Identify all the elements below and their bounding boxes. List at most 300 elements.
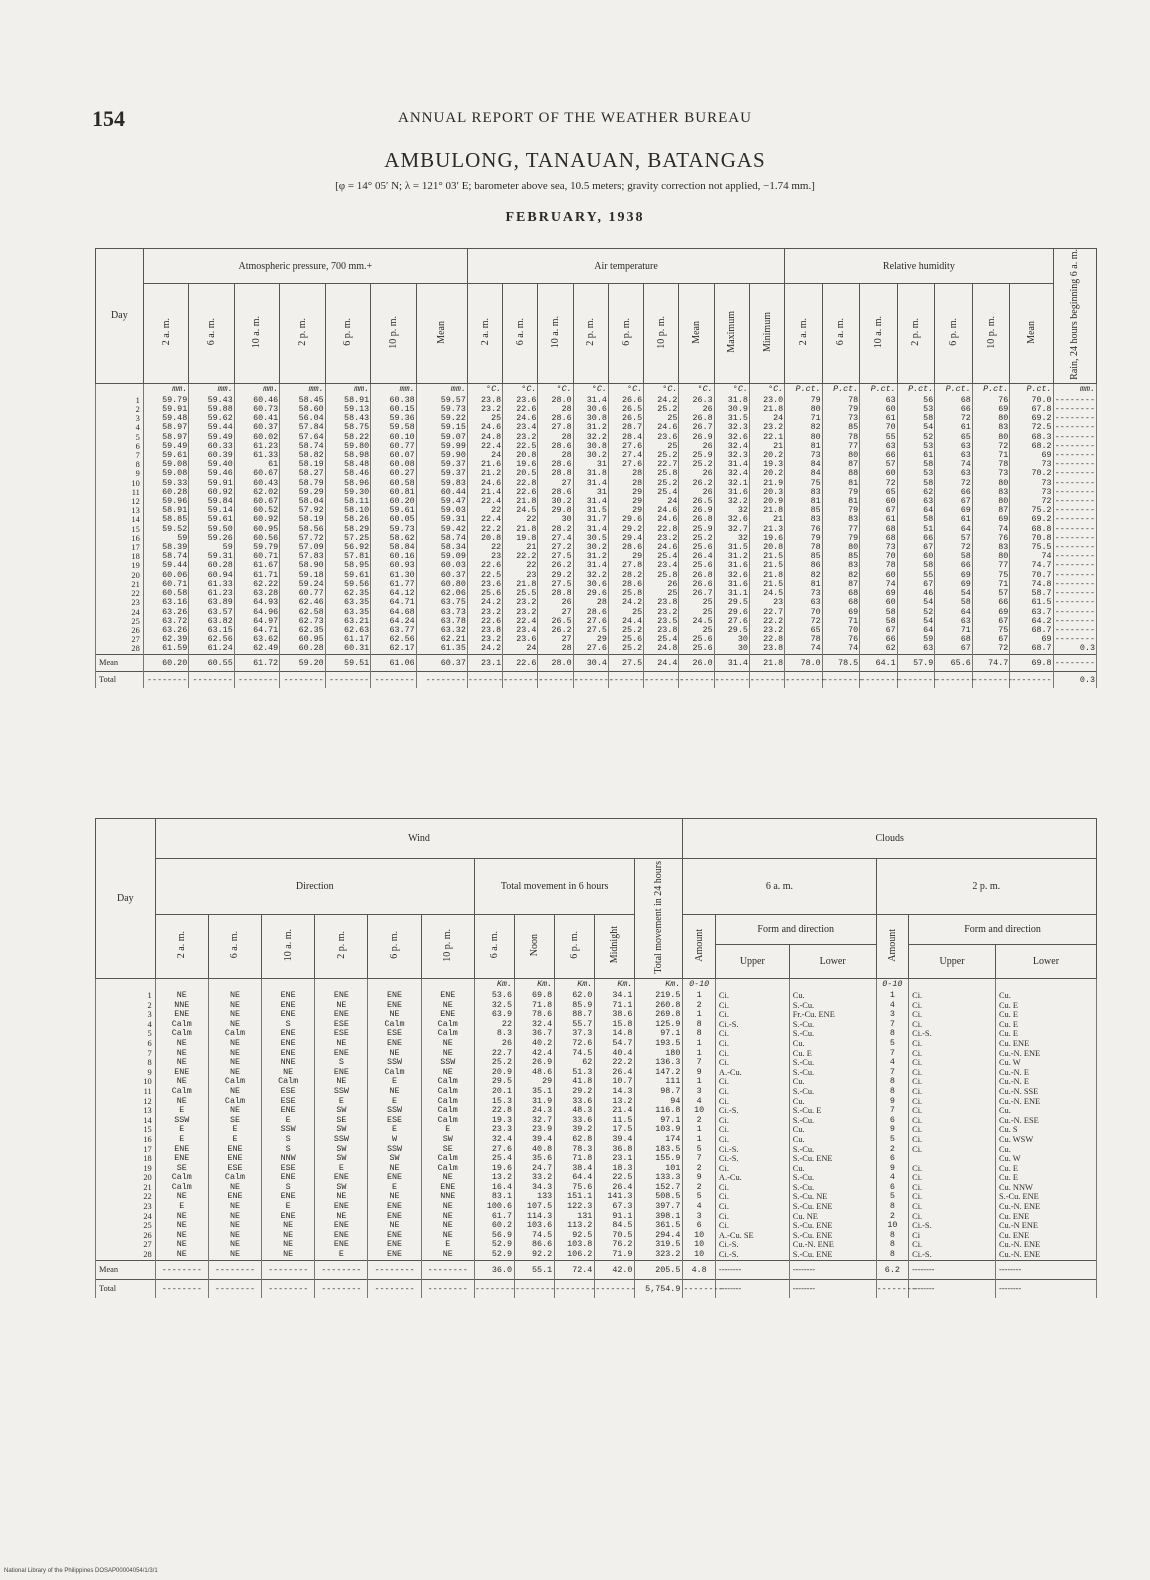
value-cell: ENE [368,1231,421,1241]
value-cell: 2 [683,1116,716,1126]
value-cell: Ci. [715,1097,789,1107]
value-cell: 30.8 [573,442,608,451]
value-cell: 59.49 [143,442,188,451]
unit-cell: Km. [514,979,554,992]
value-cell: 1 [683,1135,716,1145]
value-cell: Ci. [715,1010,789,1020]
value-cell: 59.61 [371,506,416,515]
value-cell: 64 [935,525,973,534]
mean-cell: -------- [262,1260,315,1279]
value-cell: Ci. [909,1164,996,1174]
value-cell: 60.67 [234,497,279,506]
mean-cell: -------- [368,1260,421,1279]
value-cell: 29 [608,488,643,497]
value-cell: 76 [785,525,823,534]
value-cell [909,1154,996,1164]
value-cell: ENE [368,1173,421,1183]
value-cell: Cu. [789,1039,876,1049]
value-cell: 10 [876,1221,909,1231]
value-cell: 23.6 [503,396,538,405]
value-cell: 97.1 [635,1116,683,1126]
value-cell: Ci. [715,1077,789,1087]
value-cell: S.-Cu. [789,1029,876,1039]
value-cell: 59.33 [143,479,188,488]
value-cell: 57.81 [325,552,370,561]
value-cell: 80 [972,552,1010,561]
value-cell: 3 [876,1010,909,1020]
value-cell: 37.3 [555,1029,595,1039]
value-cell: 25 [679,608,714,617]
value-cell: 84.5 [595,1221,635,1231]
value-cell: Calm [421,1029,474,1039]
value-cell: 22.8 [749,635,784,644]
value-cell: Cu. [789,1097,876,1107]
value-cell: 24.5 [749,589,784,598]
value-cell: NE [155,1192,208,1202]
mean-cell: 72.4 [555,1260,595,1279]
value-cell: -------- [1054,459,1095,470]
unit-cell: °C. [608,383,643,396]
day-cell: 19 [96,1164,156,1174]
value-cell: 7 [876,1020,909,1030]
total-cell: Total [96,671,144,688]
value-cell: 24.6 [503,414,538,423]
value-cell: 29.6 [714,608,749,617]
value-cell: 6 [683,1221,716,1231]
value-cell: ENE [315,1010,368,1020]
unit-cell: Km. [595,979,635,992]
value-cell: 26.9 [514,1058,554,1068]
value-cell: 27.6 [573,644,608,654]
total-cell: -------- [467,671,502,688]
value-cell: -------- [1054,413,1095,424]
value-cell: 83 [822,561,860,570]
value-cell: 72 [785,617,823,626]
total-cell: -------- [749,671,784,688]
unit-cell: °C. [467,383,502,396]
unit-cell [909,979,996,992]
value-cell: 59.18 [280,571,325,580]
unit-cell: °C. [749,383,784,396]
day-cell: 1 [96,991,156,1001]
value-cell: 70 [860,552,898,561]
value-cell: 59.49 [189,433,234,442]
value-cell: NE [208,1183,261,1193]
value-cell: 25.4 [644,488,679,497]
table-row [96,1077,1097,1087]
value-cell: 60.28 [143,488,188,497]
unit-cell: °C. [644,383,679,396]
value-cell: 60 [860,598,898,607]
value-cell: 57.09 [280,543,325,552]
value-cell: 26 [538,598,573,607]
humidity-col-label: 6 a. m. [835,318,847,346]
value-cell: 22.8 [503,479,538,488]
value-cell: 59.44 [143,561,188,570]
value-cell: Calm [421,1087,474,1097]
value-cell: 10 [683,1250,716,1260]
value-cell: 60.77 [371,442,416,451]
value-cell: Ci. [909,1106,996,1116]
value-cell: 24.5 [503,506,538,515]
value-cell: NE [421,1001,474,1011]
value-cell: 60.93 [371,561,416,570]
direction-col-label: 2 a. m. [176,931,188,959]
value-cell: -------- [1054,569,1095,580]
day-cell: 23 [96,598,144,607]
value-cell: Ci. [715,1202,789,1212]
value-cell: 29.8 [538,506,573,515]
value-cell: -------- [1054,606,1095,617]
value-cell: 57.25 [325,534,370,543]
value-cell: 59.24 [280,580,325,589]
mean-cell: -------- [715,1260,789,1279]
value-cell: 29.5 [474,1077,514,1087]
value-cell: 29.2 [555,1087,595,1097]
value-cell: 22.2 [595,1058,635,1068]
day-cell: 19 [96,561,144,570]
value-cell: 60.37 [416,571,467,580]
value-cell: 36.7 [514,1029,554,1039]
value-cell: 56 [897,396,935,405]
value-cell: 59.47 [416,497,467,506]
value-cell: E [315,1250,368,1260]
value-cell: 21.2 [467,469,502,478]
value-cell: 60.44 [416,488,467,497]
day-cell: 25 [96,1221,156,1231]
total-cell: -------- [876,1279,909,1298]
value-cell: 59.57 [416,396,467,405]
value-cell: Cu. E [995,1010,1096,1020]
value-cell: 60.05 [371,515,416,524]
value-cell: 5 [876,1192,909,1202]
value-cell: ENE [368,1250,421,1260]
value-cell: SSW [262,1125,315,1135]
value-cell: 28 [608,479,643,488]
temp-col-header [644,284,679,384]
value-cell: 23.2 [749,423,784,432]
value-cell: 60.27 [371,469,416,478]
value-cell: S.-Cu. [789,1087,876,1097]
value-cell: 22.2 [503,552,538,561]
value-cell: 58.46 [325,469,370,478]
value-cell: 28.6 [538,414,573,423]
movement-col-label: 6 p. m. [569,931,581,959]
value-cell: 26.4 [595,1183,635,1193]
value-cell: 53.6 [474,991,514,1001]
value-cell: -------- [1054,514,1095,525]
value-cell: 58.22 [325,433,370,442]
table-row [96,1135,1097,1145]
value-cell: ENE [262,1173,315,1183]
value-cell: 22.5 [503,442,538,451]
table-row [96,1183,1097,1193]
value-cell: Ci. [909,1077,996,1087]
value-cell: NNE [421,1192,474,1202]
value-cell: 22 [467,543,502,552]
value-cell: 78.6 [514,1010,554,1020]
value-cell: NE [368,1049,421,1059]
humidity-col-label: 10 p. m. [985,315,997,349]
value-cell: 78 [860,561,898,570]
value-cell: 62.56 [189,635,234,644]
mean-cell: 21.8 [749,654,784,671]
value-cell: 20.1 [474,1087,514,1097]
value-cell: 1 [683,1010,716,1020]
mean-cell: 22.6 [503,654,538,671]
value-cell: ENE [262,1039,315,1049]
table-row [96,991,1097,1001]
value-cell: 69.8 [514,991,554,1001]
value-cell: Cu. E [995,1173,1096,1183]
value-cell: 27.6 [608,442,643,451]
day-cell: 13 [96,506,144,515]
value-cell: 63.26 [143,626,188,635]
value-cell: 30.2 [573,451,608,460]
value-cell: 22.6 [503,488,538,497]
mean-cell: 74.7 [972,654,1010,671]
day-cell: 28 [96,1250,156,1260]
value-cell: 70.0 [1010,396,1053,405]
day-cell: 3 [96,1010,156,1020]
value-cell: 76 [972,534,1010,543]
value-cell: NE [155,1250,208,1260]
value-cell: 59.50 [189,525,234,534]
movement24-header: Total movement in 24 hours [635,859,683,979]
value-cell: 15.3 [474,1097,514,1107]
value-cell: 58.75 [325,423,370,432]
unit-cell: mm. [280,383,325,396]
value-cell: 25.6 [679,561,714,570]
direction-col-header [315,915,368,979]
value-cell: NE [208,1010,261,1020]
unit-cell: P.ct. [972,383,1010,396]
value-cell: 23.8 [644,626,679,635]
value-cell: 27 [538,608,573,617]
value-cell: 71 [972,580,1010,589]
value-cell: 61 [234,460,279,469]
value-cell: 58 [897,414,935,423]
value-cell: 52.9 [474,1240,514,1250]
value-cell: Ci. [715,1039,789,1049]
value-cell: 78 [972,460,1010,469]
clouds-am-header: 6 a. m. [683,859,876,915]
value-cell: 61.33 [234,451,279,460]
value-cell: S.-Cu. [789,1145,876,1155]
value-cell: 59.61 [325,571,370,580]
value-cell: ENE [368,1039,421,1049]
value-cell: 60.92 [189,488,234,497]
value-cell: 31.4 [573,561,608,570]
value-cell: 22 [474,1020,514,1030]
value-cell: 76 [822,635,860,644]
temp-col-label: 10 p. m. [655,315,667,349]
value-cell: 24 [749,414,784,423]
table-row [96,1049,1097,1059]
value-cell: 9 [683,1068,716,1078]
value-cell: 28.6 [608,543,643,552]
value-cell: NE [368,1087,421,1097]
value-cell: 31.4 [714,460,749,469]
humidity-col-header [860,284,898,384]
value-cell: 59.84 [189,497,234,506]
value-cell: 60.31 [325,644,370,654]
value-cell: 51.3 [555,1068,595,1078]
value-cell: 58 [935,552,973,561]
value-cell: 25 [644,414,679,423]
value-cell: 2 [683,1183,716,1193]
movement-col-label: Midnight [609,926,621,964]
value-cell: ENE [421,1010,474,1020]
direction-col-header [262,915,315,979]
value-cell: Ci. [909,1202,996,1212]
value-cell: 61.59 [143,644,188,654]
day-cell: 20 [96,571,144,580]
value-cell: 24.8 [644,644,679,654]
value-cell: 70.5 [595,1231,635,1241]
value-cell: 103.8 [555,1240,595,1250]
value-cell: 63 [935,442,973,451]
value-cell: 22.7 [644,460,679,469]
value-cell: 19.3 [474,1116,514,1126]
day-cell: 18 [96,552,144,561]
value-cell: E [368,1183,421,1193]
value-cell: 58.97 [143,433,188,442]
value-cell: NE [421,1231,474,1241]
day-cell: 5 [96,433,144,442]
value-cell: NE [262,1068,315,1078]
value-cell: 111 [635,1077,683,1087]
value-cell: 59.14 [189,506,234,515]
value-cell: 2 [683,1001,716,1011]
value-cell: Calm [421,1154,474,1164]
value-cell: 25.6 [608,635,643,644]
value-cell: 82 [822,571,860,580]
value-cell: 25.2 [474,1058,514,1068]
value-cell: 25.8 [644,469,679,478]
value-cell: 32.5 [474,1001,514,1011]
value-cell: ENE [155,1010,208,1020]
value-cell: 25.6 [467,589,502,598]
value-cell: 64.12 [371,589,416,598]
value-cell: 69 [935,571,973,580]
value-cell: Cu.-N. ENE [995,1250,1096,1260]
value-cell: Ci. [909,1183,996,1193]
value-cell: 67 [935,497,973,506]
value-cell: Ci. [715,1049,789,1059]
day-cell: 2 [96,405,144,414]
temp-col-header [467,284,502,384]
unit-cell: Km. [555,979,595,992]
value-cell: 29 [608,497,643,506]
value-cell: 32.6 [714,571,749,580]
value-cell: 32.3 [714,451,749,460]
value-cell: 61.35 [416,644,467,654]
value-cell: S.-Cu. [789,1068,876,1078]
value-cell: 30 [538,515,573,524]
value-cell: 56.04 [280,414,325,423]
value-cell: Calm [421,1164,474,1174]
value-cell: 74.5 [514,1231,554,1241]
table-row [96,1192,1097,1202]
value-cell: SSW [421,1058,474,1068]
value-cell: -------- [1054,578,1095,589]
value-cell: 69.2 [1010,414,1053,423]
day-cell: 12 [96,497,144,506]
value-cell: 69 [1010,451,1053,460]
clouds-pm-amount-header: Amount [876,915,909,979]
value-cell: 97.1 [635,1029,683,1039]
value-cell: 74 [935,460,973,469]
value-cell: ENE [421,991,474,1001]
value-cell: ENE [208,1154,261,1164]
value-cell: 59.79 [143,396,188,405]
value-cell: -------- [1054,560,1095,571]
value-cell: 22.4 [467,442,502,451]
value-cell: 39.4 [514,1135,554,1145]
pressure-col-header [280,284,325,384]
table-row [96,1068,1097,1078]
value-cell: Cu. [789,991,876,1001]
day-cell: 24 [96,608,144,617]
value-cell: 21.6 [467,460,502,469]
mean-cell: 78.5 [822,654,860,671]
total-row [96,671,1097,688]
table-row [96,1164,1097,1174]
value-cell: SSW [368,1145,421,1155]
units-day [96,383,144,396]
day-cell: 17 [96,1145,156,1155]
value-cell: 61.23 [189,589,234,598]
value-cell: 8 [876,1202,909,1212]
value-cell: 62.02 [234,488,279,497]
table-row [96,1202,1097,1212]
value-cell: SW [315,1125,368,1135]
value-cell: 58.98 [325,451,370,460]
table-row [96,1250,1097,1260]
value-cell: 155.9 [635,1154,683,1164]
temperature-header: Air temperature [467,249,784,284]
value-cell: 64.71 [234,626,279,635]
value-cell: Cu. E [995,1020,1096,1030]
value-cell: 67 [897,543,935,552]
day-cell: 6 [96,1039,156,1049]
mean-cell: 24.4 [644,654,679,671]
value-cell: -------- [1054,597,1095,608]
value-cell: 31.5 [714,414,749,423]
value-cell: 61.5 [1010,598,1053,607]
value-cell: 20.9 [474,1068,514,1078]
value-cell: 63 [935,469,973,478]
value-cell: 70 [822,626,860,635]
value-cell: 85 [785,552,823,561]
value-cell: 13.2 [595,1097,635,1107]
value-cell: 75 [785,479,823,488]
value-cell: Cu.-N. ENE [995,1049,1096,1059]
value-cell: 24.6 [644,423,679,432]
value-cell: Cu. [995,991,1096,1001]
unit-cell [789,979,876,992]
direction-col-label: 10 a. m. [282,928,294,962]
value-cell: Ci. [909,1173,996,1183]
value-cell: 57 [935,534,973,543]
wind-clouds-table [95,818,1097,1298]
movement-col-label: 6 a. m. [488,931,500,959]
value-cell: 81 [785,442,823,451]
value-cell: ENE [155,1154,208,1164]
table-row [96,1058,1097,1068]
value-cell: 22.1 [749,433,784,442]
